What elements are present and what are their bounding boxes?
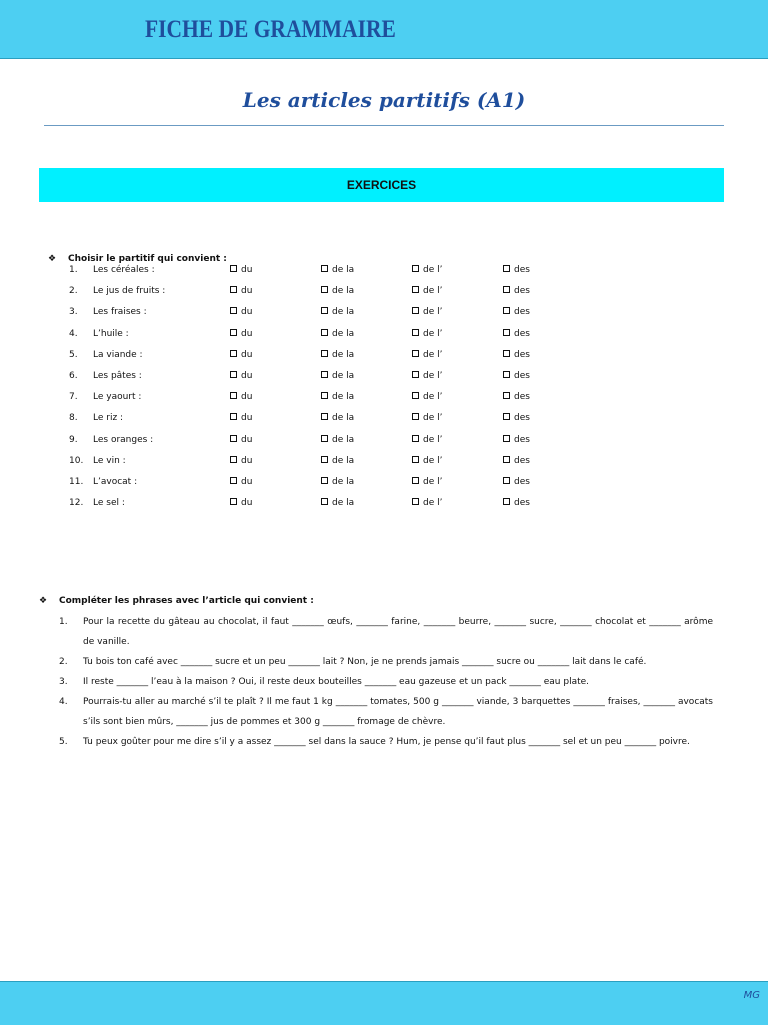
header-band (0, 0, 768, 59)
checkbox-icon[interactable] (412, 456, 419, 463)
exercise2-instruction-text: Compléter les phrases avec l’article qui convient : (59, 596, 314, 606)
option-checkbox[interactable] (321, 498, 354, 508)
item-number: 1. (69, 265, 78, 275)
footer-initials: MG (743, 990, 760, 1001)
checkbox-icon[interactable] (230, 477, 237, 484)
option-label: de la (332, 307, 355, 318)
option-label: de l’ (423, 328, 443, 339)
diamond-bullet-icon: ❖ (39, 596, 48, 606)
option-checkbox[interactable] (412, 307, 442, 317)
checkbox-icon[interactable] (503, 371, 510, 378)
checkbox-icon[interactable] (321, 435, 328, 442)
option-checkbox[interactable] (412, 413, 442, 423)
exercise2-item (59, 692, 713, 732)
checkbox-icon[interactable] (321, 371, 328, 378)
item-label: L’avocat : (93, 476, 138, 487)
option-checkbox[interactable] (412, 265, 442, 275)
option-checkbox[interactable] (230, 307, 252, 317)
checkbox-icon[interactable] (321, 350, 328, 357)
checkbox-icon[interactable] (230, 329, 237, 336)
sentence-text: Pourrais-tu aller au marché s’il te plaît ? Il me faut 1 kg _______ tomates, 500 g _______ viande, 3 barquettes _______ fraises, _______ avocats s’ils sont bien mûrs, _______ jus de pommes et 300 g _______ fromage de chèvre. (83, 697, 713, 727)
item-number: 3. (69, 307, 78, 318)
checkbox-icon[interactable] (230, 371, 237, 378)
option-label: de la (332, 265, 355, 275)
option-checkbox[interactable] (503, 371, 530, 381)
option-checkbox[interactable] (412, 371, 442, 381)
option-label: des (514, 455, 530, 466)
title-divider (44, 125, 724, 126)
option-label: des (514, 476, 530, 487)
checkbox-icon[interactable] (230, 413, 237, 420)
option-label: du (241, 476, 253, 487)
checkbox-icon[interactable] (321, 456, 328, 463)
option-label: du (241, 328, 253, 339)
option-label: de l’ (423, 476, 443, 487)
item-number: 3. (59, 677, 68, 687)
item-label: Le vin : (93, 455, 126, 466)
item-label: Le yaourt : (93, 392, 142, 403)
option-label: du (241, 307, 253, 318)
option-checkbox[interactable] (503, 307, 530, 317)
option-label: du (241, 434, 253, 445)
option-checkbox[interactable] (321, 456, 354, 466)
checkbox-icon[interactable] (321, 286, 328, 293)
sentence-text: Tu peux goûter pour me dire s’il y a assez _______ sel dans la sauce ? Hum, je pense qu’il faut plus _______ sel et un peu _______ poivre. (83, 737, 690, 747)
sentence-text: Pour la recette du gâteau au chocolat, il faut _______ œufs, _______ farine, _______ beurre, _______ sucre, _______ chocolat et _______ arôme de vanille. (83, 617, 713, 647)
option-label: de la (332, 455, 355, 466)
option-checkbox[interactable] (412, 350, 442, 360)
option-label: des (514, 307, 530, 318)
checkbox-icon[interactable] (230, 265, 237, 272)
exercise2-item (59, 652, 713, 672)
option-checkbox[interactable] (503, 498, 530, 508)
checkbox-icon[interactable] (503, 477, 510, 484)
exercise2-item (59, 612, 713, 652)
option-checkbox[interactable] (230, 371, 252, 381)
item-label: Les oranges : (93, 434, 154, 445)
item-label: Le riz : (93, 413, 124, 424)
option-label: de la (332, 349, 355, 360)
option-checkbox[interactable] (321, 371, 354, 381)
option-label: du (241, 370, 253, 381)
header-title: FICHE DE GRAMMAIRE (145, 16, 396, 43)
option-checkbox[interactable] (412, 329, 442, 339)
checkbox-icon[interactable] (321, 307, 328, 314)
item-label: Le jus de fruits : (93, 286, 166, 297)
checkbox-icon[interactable] (230, 456, 237, 463)
item-number: 10. (69, 455, 84, 466)
option-checkbox[interactable] (321, 435, 354, 445)
exercises-label: EXERCICES (346, 178, 417, 192)
item-number: 2. (59, 657, 68, 667)
item-number: 11. (69, 476, 84, 487)
option-label: des (514, 349, 530, 360)
option-label: des (514, 265, 530, 275)
checkbox-icon[interactable] (503, 413, 510, 420)
item-label: L’huile : (93, 328, 129, 339)
option-label: de la (332, 328, 355, 339)
option-label: de l’ (423, 434, 443, 445)
option-checkbox[interactable] (230, 392, 252, 402)
item-number: 8. (69, 413, 78, 424)
option-label: de la (332, 498, 355, 509)
option-label: de l’ (423, 455, 443, 466)
checkbox-icon[interactable] (412, 392, 419, 399)
option-checkbox[interactable] (321, 307, 354, 317)
exercise1-instruction-text: Choisir le partitif qui convient : (68, 254, 227, 264)
checkbox-icon[interactable] (412, 371, 419, 378)
item-label: Les céréales : (93, 265, 155, 275)
exercises-banner (39, 168, 724, 202)
option-label: de l’ (423, 286, 443, 297)
item-number: 9. (69, 434, 78, 445)
item-number: 2. (69, 286, 78, 297)
exercise2-item (59, 732, 713, 752)
option-label: du (241, 286, 253, 297)
option-checkbox[interactable] (412, 498, 442, 508)
option-label: des (514, 392, 530, 403)
checkbox-icon[interactable] (412, 350, 419, 357)
checkbox-icon[interactable] (503, 307, 510, 314)
checkbox-icon[interactable] (503, 265, 510, 272)
option-label: des (514, 328, 530, 339)
option-checkbox[interactable] (321, 329, 354, 339)
option-label: de l’ (423, 349, 443, 360)
checkbox-icon[interactable] (412, 265, 419, 272)
option-checkbox[interactable] (503, 456, 530, 466)
checkbox-icon[interactable] (503, 329, 510, 336)
option-label: de la (332, 286, 355, 297)
exercise2-instruction (39, 596, 314, 606)
checkbox-icon[interactable] (230, 498, 237, 505)
option-label: du (241, 265, 253, 275)
option-checkbox[interactable] (321, 286, 354, 296)
checkbox-icon[interactable] (412, 307, 419, 314)
item-number: 5. (69, 349, 78, 360)
checkbox-icon[interactable] (321, 265, 328, 272)
option-checkbox[interactable] (412, 435, 442, 445)
option-label: des (514, 370, 530, 381)
item-number: 4. (59, 697, 68, 707)
exercise1-instruction (48, 254, 227, 264)
option-label: des (514, 286, 530, 297)
item-number: 12. (69, 498, 84, 509)
option-label: de l’ (423, 265, 443, 275)
option-checkbox[interactable] (230, 413, 252, 423)
checkbox-icon[interactable] (503, 435, 510, 442)
option-checkbox[interactable] (503, 265, 530, 275)
option-label: du (241, 413, 253, 424)
option-label: de la (332, 392, 355, 403)
option-checkbox[interactable] (230, 286, 252, 296)
item-label: La viande : (93, 349, 143, 360)
document-title: Les articles partitifs (A1) (242, 88, 526, 112)
option-label: des (514, 413, 530, 424)
checkbox-icon[interactable] (412, 413, 419, 420)
checkbox-icon[interactable] (230, 286, 237, 293)
exercise2-list (59, 612, 713, 752)
checkbox-icon[interactable] (230, 392, 237, 399)
checkbox-icon[interactable] (412, 435, 419, 442)
option-checkbox[interactable] (503, 477, 530, 487)
sentence-text: Tu bois ton café avec _______ sucre et un peu _______ lait ? Non, je ne prends jamais _______ sucre ou _______ lait dans le café. (83, 657, 647, 667)
option-checkbox[interactable] (503, 350, 530, 360)
item-number: 5. (59, 737, 68, 747)
diamond-bullet-icon: ❖ (48, 254, 57, 264)
item-number: 6. (69, 370, 78, 381)
checkbox-icon[interactable] (503, 456, 510, 463)
option-checkbox[interactable] (230, 435, 252, 445)
option-checkbox[interactable] (321, 265, 354, 275)
option-checkbox[interactable] (503, 392, 530, 402)
option-checkbox[interactable] (230, 329, 252, 339)
footer-band (0, 981, 768, 1025)
checkbox-icon[interactable] (321, 413, 328, 420)
option-label: de l’ (423, 413, 443, 424)
option-checkbox[interactable] (321, 477, 354, 487)
option-label: du (241, 498, 253, 509)
checkbox-icon[interactable] (503, 286, 510, 293)
option-checkbox[interactable] (321, 350, 354, 360)
checkbox-icon[interactable] (503, 350, 510, 357)
option-checkbox[interactable] (230, 477, 252, 487)
option-checkbox[interactable] (321, 392, 354, 402)
option-label: du (241, 392, 253, 403)
option-checkbox[interactable] (503, 435, 530, 445)
sentence-text: Il reste _______ l’eau à la maison ? Oui, il reste deux bouteilles _______ eau gazeuse et un pack _______ eau plate. (83, 677, 590, 687)
option-label: de l’ (423, 392, 443, 403)
checkbox-icon[interactable] (503, 392, 510, 399)
option-label: du (241, 455, 253, 466)
option-checkbox[interactable] (503, 413, 530, 423)
option-checkbox[interactable] (412, 477, 442, 487)
option-checkbox[interactable] (230, 350, 252, 360)
option-checkbox[interactable] (321, 413, 354, 423)
option-label: de l’ (423, 307, 443, 318)
option-checkbox[interactable] (503, 286, 530, 296)
option-checkbox[interactable] (230, 498, 252, 508)
option-checkbox[interactable] (503, 329, 530, 339)
option-label: du (241, 349, 253, 360)
option-label: des (514, 498, 530, 509)
item-label: Les pâtes : (93, 370, 142, 381)
option-checkbox[interactable] (230, 265, 252, 275)
checkbox-icon[interactable] (321, 392, 328, 399)
checkbox-icon[interactable] (321, 329, 328, 336)
option-label: de l’ (423, 498, 443, 509)
checkbox-icon[interactable] (412, 477, 419, 484)
checkbox-icon[interactable] (321, 477, 328, 484)
checkbox-icon[interactable] (230, 350, 237, 357)
checkbox-icon[interactable] (412, 329, 419, 336)
option-label: de la (332, 370, 355, 381)
checkbox-icon[interactable] (321, 498, 328, 505)
item-number: 1. (59, 617, 68, 627)
option-label: de l’ (423, 370, 443, 381)
checkbox-icon[interactable] (230, 307, 237, 314)
option-checkbox[interactable] (412, 456, 442, 466)
option-label: de la (332, 476, 355, 487)
option-label: de la (332, 434, 355, 445)
item-number: 7. (69, 392, 78, 403)
checkbox-icon[interactable] (412, 286, 419, 293)
option-checkbox[interactable] (412, 286, 442, 296)
item-label: Le sel : (93, 498, 125, 509)
item-label: Les fraises : (93, 307, 147, 318)
checkbox-icon[interactable] (412, 498, 419, 505)
checkbox-icon[interactable] (503, 498, 510, 505)
option-checkbox[interactable] (230, 456, 252, 466)
exercise2-item (59, 672, 713, 692)
option-checkbox[interactable] (412, 392, 442, 402)
option-label: des (514, 434, 530, 445)
item-number: 4. (69, 328, 78, 339)
checkbox-icon[interactable] (230, 435, 237, 442)
option-label: de la (332, 413, 355, 424)
